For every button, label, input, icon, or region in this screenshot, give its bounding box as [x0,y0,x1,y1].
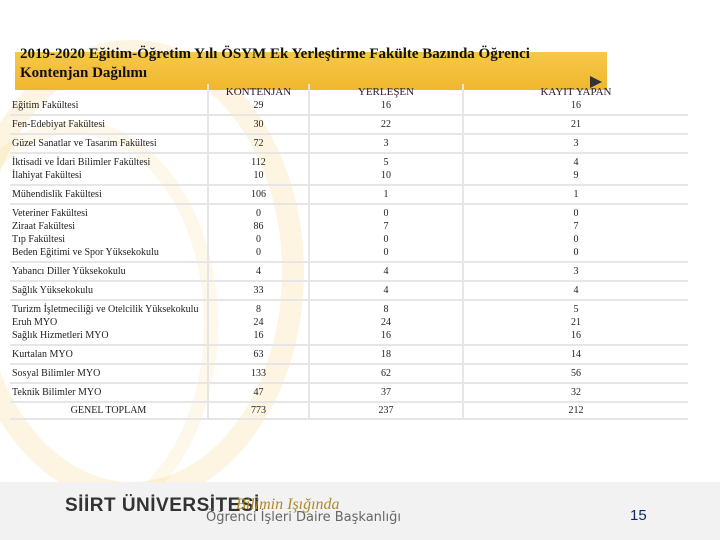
unit-name-cell [10,281,208,300]
quota-cell [208,115,309,134]
quota-cell [208,204,309,262]
quota-cell [208,84,309,115]
registered-cell [463,204,688,262]
registered-cell [463,281,688,300]
unit-name-cell-line: Tıp Fakültesi [12,234,66,245]
registered-cell-line: 16 [571,100,581,111]
unit-name-cell-line: Eruh MYO [12,317,58,328]
quota-cell [208,262,309,281]
unit-name-cell-line: Sosyal Bilimler MYO [12,368,101,379]
registered-cell [463,345,688,364]
placed-cell-line: 7 [383,221,389,232]
placed-header: YERLEŞEN [357,86,415,98]
registered-cell-line: 56 [571,368,581,379]
quota-cell-line: 72 [253,138,264,149]
quota-cell [208,185,309,204]
quota-cell-line: 133 [251,368,266,379]
placed-cell-line: 5 [383,157,389,168]
registered-cell-line: 5 [573,304,579,315]
unit-name-cell [10,204,208,262]
placed-cell [309,364,463,383]
quota-cell-line: 30 [253,119,264,130]
university-slogan: Bilimin Işığında [236,496,340,513]
registered-cell-line: 21 [571,317,581,328]
unit-name-cell-line: İlahiyat Fakültesi [12,170,82,181]
quota-cell [208,134,309,153]
registered-cell-line: 32 [571,387,581,398]
quota-cell-line: 86 [253,221,264,232]
unit-name-cell-line: Yabancı Diller Yüksekokulu [12,266,126,277]
placed-cell [309,84,463,115]
registered-cell-line: 1 [573,189,579,200]
quota-cell [208,383,309,402]
unit-name-cell [10,185,208,204]
page-number: 15 [630,507,647,524]
quota-cell-line: 112 [251,157,266,168]
table-row [10,345,688,364]
placed-cell [309,185,463,204]
placed-cell [309,204,463,262]
quota-cell [208,345,309,364]
quota-cell [208,364,309,383]
unit-name-cell-line: Veteriner Fakültesi [12,208,88,219]
placed-cell-line: 4 [383,266,389,277]
unit-name-cell-line: İktisadi ve İdari Bilimler Fakültesi [12,157,151,168]
total-quota: 773 [208,402,309,419]
placed-cell-line: 4 [383,285,389,296]
table-row [10,185,688,204]
unit-name-cell-line: Sağlık Yüksekokulu [12,285,94,296]
unit-name-cell [10,262,208,281]
quota-cell [208,153,309,185]
placed-cell-line: 8 [383,304,389,315]
total-label: GENEL TOPLAM [10,402,208,419]
quota-cell-line: 33 [253,285,264,296]
quota-cell-line: 47 [253,387,264,398]
registered-cell [463,185,688,204]
registered-cell-line: 4 [573,157,579,168]
unit-name-cell-line: Eğitim Fakültesi [12,100,79,111]
registered-cell [463,84,688,115]
placed-cell [309,134,463,153]
placed-cell [309,153,463,185]
placed-cell [309,115,463,134]
table-row [10,383,688,402]
table-row [10,153,688,185]
placed-cell [309,300,463,345]
registered-cell [463,300,688,345]
unit-name-cell-line: Ziraat Fakültesi [12,221,76,232]
table-row [10,300,688,345]
unit-name-cell-line: Fen-Edebiyat Fakültesi [12,119,106,130]
quota-cell-line: 0 [256,234,261,245]
placed-cell-line: 37 [381,387,391,398]
quota-cell-line: 10 [253,170,264,181]
unit-name-cell-line: Teknik Bilimler MYO [12,387,102,398]
department-name: Öğrenci İşleri Daire Başkanlığı [206,510,402,525]
quota-cell [208,281,309,300]
quota-cell-line: 4 [256,266,261,277]
registered-cell-line: 7 [573,221,579,232]
table-row [10,84,688,115]
registered-cell-line: 21 [571,119,581,130]
registered-cell-line: 4 [573,285,579,296]
placed-cell-line: 10 [381,170,391,181]
quota-cell-line: 8 [256,304,261,315]
quota-cell [208,300,309,345]
university-logo-text: SİİRT ÜNİVERSİTESİ [65,495,260,516]
placed-cell [309,345,463,364]
unit-name-cell-line: Güzel Sanatlar ve Tasarım Fakültesi [12,138,157,149]
registered-cell [463,364,688,383]
table-row [10,281,688,300]
table-row [10,134,688,153]
quota-cell-line: 0 [256,208,261,219]
unit-name-cell [10,84,208,115]
quota-cell-line: 0 [256,247,261,258]
total-registered: 212 [463,402,688,419]
registered-cell-line: 3 [573,138,579,149]
placed-cell [309,383,463,402]
registered-cell-line: 14 [571,349,581,360]
quota-cell-line: 16 [253,330,264,341]
placed-cell-line: 18 [381,349,391,360]
registered-cell-line: 16 [571,330,581,341]
registered-cell [463,134,688,153]
unit-name-cell [10,364,208,383]
unit-name-cell [10,134,208,153]
placed-cell-line: 16 [381,330,391,341]
total-placed: 237 [309,402,463,419]
placed-cell [309,262,463,281]
registered-cell-line: 3 [573,266,579,277]
placed-cell-line: 62 [381,368,391,379]
unit-name-cell [10,153,208,185]
table-row [10,262,688,281]
unit-name-cell-line: Kurtalan MYO [12,349,73,360]
table-row [10,204,688,262]
placed-cell-line: 1 [383,189,389,200]
placed-cell-line: 0 [383,234,389,245]
unit-name-cell [10,383,208,402]
unit-name-cell [10,300,208,345]
quota-cell-line: 63 [253,349,264,360]
registered-cell-line: 0 [573,247,579,258]
unit-name-cell [10,345,208,364]
placed-cell-line: 0 [383,208,389,219]
registered-cell-line: 0 [573,234,579,245]
unit-name-cell-line: Mühendislik Fakültesi [12,189,102,200]
placed-cell-line: 16 [381,100,391,111]
registered-cell [463,153,688,185]
quota-cell-line: 106 [251,189,266,200]
quota-header: KONTENJAN [225,86,292,98]
placed-cell-line: 22 [381,119,391,130]
table-row [10,364,688,383]
registered-cell-line: 9 [573,170,579,181]
registered-cell-line: 0 [573,208,579,219]
registered-cell [463,383,688,402]
total-row [10,402,688,419]
quota-table [10,84,688,420]
unit-name-cell [10,115,208,134]
registered-cell [463,262,688,281]
registered-cell [463,115,688,134]
table-row [10,115,688,134]
registered-header: KAYIT YAPAN [540,86,612,98]
placed-cell-line: 24 [381,317,391,328]
slide-title: 2019-2020 Eğitim-Öğretim Yılı ÖSYM Ek Yerleştirme Fakülte Bazında Öğrenci Kontenjan Dağılımı [20,46,530,81]
placed-cell-line: 3 [383,138,389,149]
unit-name-cell-line: Turizm İşletmeciliği ve Otelcilik Yüksekokulu [12,304,199,315]
quota-cell-line: 29 [253,100,264,111]
unit-name-cell-line: Sağlık Hizmetleri MYO [12,330,109,341]
quota-cell-line: 24 [253,317,264,328]
placed-cell [309,281,463,300]
placed-cell-line: 0 [383,247,389,258]
unit-name-cell-line: Beden Eğitimi ve Spor Yüksekokulu [12,247,159,258]
